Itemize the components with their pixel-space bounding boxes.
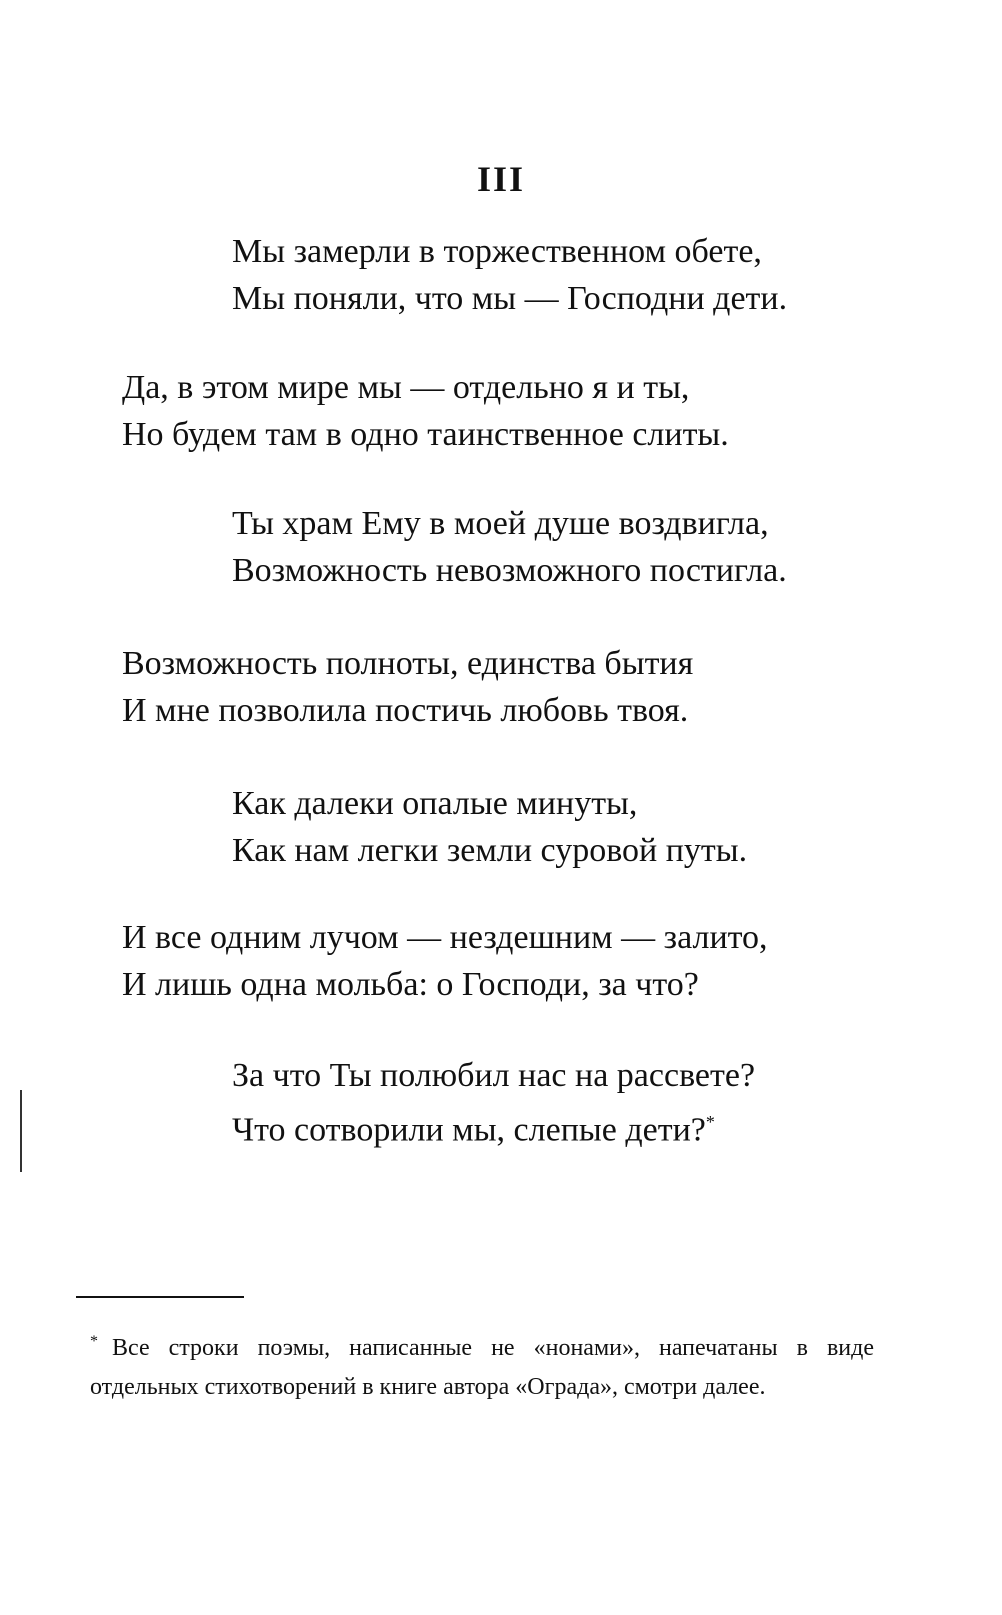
verse-line: Но будем там в одно таинственное слиты. xyxy=(122,416,729,453)
verse-line-with-note xyxy=(232,1099,755,1153)
stanza-7 xyxy=(232,1052,755,1153)
verse-line: Возможность полноты, единства бытия xyxy=(122,645,694,682)
footnote-reference: * xyxy=(705,1112,715,1132)
footnote-divider xyxy=(76,1296,244,1298)
verse-line: И лишь одна мольба: о Господи, за что? xyxy=(122,966,699,1003)
stanza-3 xyxy=(232,500,787,594)
stanza-6 xyxy=(122,914,768,1008)
footnote xyxy=(90,1322,874,1407)
verse-line: Мы замерли в торжественном обете, xyxy=(232,233,762,270)
verse-line: Как далеки опалые минуты, xyxy=(232,785,638,822)
verse-line: Да, в этом мире мы — отдельно я и ты, xyxy=(122,369,690,406)
verse-line: Мы поняли, что мы — Господни дети. xyxy=(232,280,788,317)
stanza-5 xyxy=(232,780,747,874)
verse-line: Ты храм Ему в моей душе воздвигла, xyxy=(232,505,769,542)
verse-line: И все одним лучом — нездешним — залито, xyxy=(122,919,768,956)
scan-edge-mark xyxy=(20,1090,22,1172)
stanza-2 xyxy=(122,364,729,458)
stanza-4 xyxy=(122,640,693,734)
verse-line: Возможность невозможного постигла. xyxy=(232,552,787,589)
section-number: III xyxy=(476,159,526,199)
footnote-marker: * xyxy=(90,1333,98,1350)
stanza-1 xyxy=(232,228,787,322)
verse-line-text: Что сотворили мы, слепые дети? xyxy=(232,1111,706,1149)
verse-line: И мне позволила постичь любовь твоя. xyxy=(122,692,689,729)
footnote-text: Все строки поэмы, написанные не «нонами», напечатаны в виде отдельных стихотворений в книге автора «Ограда», смотри далее. xyxy=(90,1335,874,1400)
verse-line: Как нам легки земли суровой путы. xyxy=(232,832,748,869)
verse-line: За что Ты полюбил нас на рассвете? xyxy=(232,1057,756,1094)
